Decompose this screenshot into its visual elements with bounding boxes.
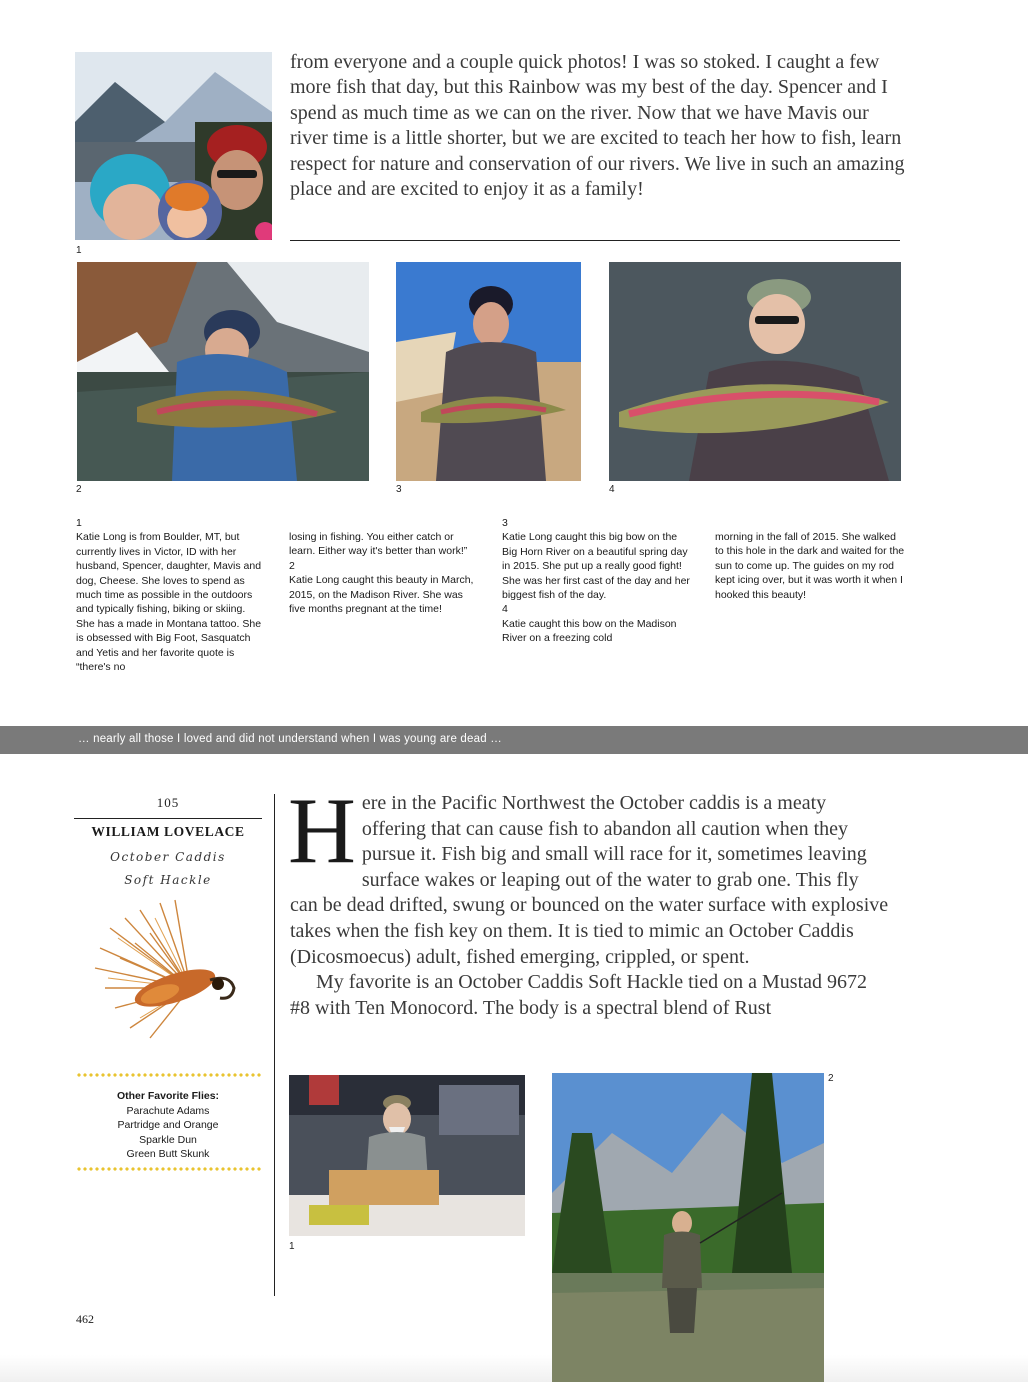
tier-name: WILLIAM LOVELACE (91, 824, 245, 839)
page-number: 462 (76, 1312, 94, 1326)
caption-column-2 (289, 530, 479, 616)
dotted-divider (76, 1073, 262, 1077)
photo-number: 3 (396, 484, 402, 495)
fly-name-line: October Caddis (110, 850, 226, 864)
other-fly-item: Parachute Adams (126, 1104, 210, 1117)
sidebar-rule (74, 818, 262, 819)
photo-number: 2 (828, 1073, 834, 1084)
article-body (288, 779, 890, 1021)
fly-number: 105 (156, 795, 180, 810)
caption-text: losing in fishing. You either catch or learn. Either way it's better than work!” (289, 531, 468, 558)
quote-banner-text: … nearly all those I loved and did not understand when I was young are dead … (78, 733, 502, 745)
photo-tier-fishing (552, 1073, 824, 1382)
sidebar-divider (274, 794, 275, 1296)
photo-number: 2 (76, 484, 82, 495)
caption-text: Katie Long is from Boulder, MT, but currently lives in Victor, ID with her husband, Spencer, daughter, Mavis and dog, Cheese. She loves to spend as much time as possible in the outdoors and typically fishing, biking or skiing. She has a made in Montana tattoo. She is obsessed with Big Foot, Sasquatch and Yetis and her favorite quote is “there's no (76, 531, 262, 674)
caption-text: morning in the fall of 2015. She walked to this hole in the dark and waited for the sun to come up. The guides on my rod kept icing over, but it was worth it when I hooked this beauty! (715, 531, 905, 601)
other-favorite-flies (74, 1089, 262, 1162)
photo-family-ski (75, 52, 272, 240)
caption-number: 1 (76, 517, 82, 529)
caption-text: Katie Long caught this beauty in March, 2015, on the Madison River. She was five months pregnant at the time! (289, 574, 474, 616)
fly-name-line: Soft Hackle (124, 873, 212, 887)
photo-number: 4 (609, 484, 615, 495)
section-rule (290, 240, 900, 241)
other-fly-item: Partridge and Orange (117, 1119, 219, 1131)
page-bottom-shade (0, 1355, 1028, 1382)
paragraph-text: ere in the Pacific Northwest the October caddis is a meaty offering that can cause fish to abandon all caution when they pursue it. Fish big and small will race for it, sometimes leaving surface wakes or leaping out of the water to grab one. This fly can be dead drifted, swung or bounced on the water surface with explosive takes when the fish key on them. It is tied to mimic an October Caddis (Dicosmoecus) adult, fished emerging, crippled, or spent. (290, 792, 889, 968)
fly-name (74, 846, 262, 892)
other-fly-item: Sparkle Dun (139, 1133, 197, 1146)
drop-cap: H (288, 779, 356, 883)
story-continuation: from everyone and a couple quick photos! I was so stoked. I caught a few more fish that day, but this Rainbow was my best of the day. Spencer and I spend as much time as we can on the river. Now that we have Mavis our river time is a little shorter, but we are excited to teach her how to fish, learn respect for nature and conservation of our rivers. We live in such an amazing place and are excited to enjoy it as a family! (290, 51, 905, 201)
other-fly-item: Green Butt Skunk (126, 1148, 210, 1160)
photo-number: 1 (76, 245, 82, 256)
caption-column-1 (76, 516, 266, 674)
fly-illustration (80, 888, 260, 1058)
photo-number: 1 (289, 1241, 295, 1252)
caption-text: Katie Long caught this big bow on the Big Horn River on a beautiful spring day in 2015. She put up a really good fight! She was her first cast of the day and her biggest fish of the day. (502, 531, 690, 602)
photo-tier-at-show (289, 1075, 525, 1236)
caption-text: Katie caught this bow on the Madison River on a freezing cold (502, 617, 677, 645)
caption-number: 2 (289, 559, 295, 572)
dotted-divider (76, 1167, 262, 1171)
caption-column-4 (715, 530, 905, 602)
other-flies-heading: Other Favorite Flies: (116, 1090, 220, 1102)
article-paragraph (288, 779, 890, 970)
photo-katie-madison-fall (609, 262, 901, 481)
article-paragraph: My favorite is an October Caddis Soft Hackle tied on a Mustad 9672 #8 with Ten Monocord. The body is a spectral blend of Rust (290, 971, 867, 1019)
photo-katie-madison (77, 262, 369, 481)
photo-katie-bighorn (396, 262, 581, 481)
caption-number: 4 (502, 603, 508, 616)
caption-column-3 (502, 516, 692, 646)
caption-number: 3 (502, 517, 508, 529)
